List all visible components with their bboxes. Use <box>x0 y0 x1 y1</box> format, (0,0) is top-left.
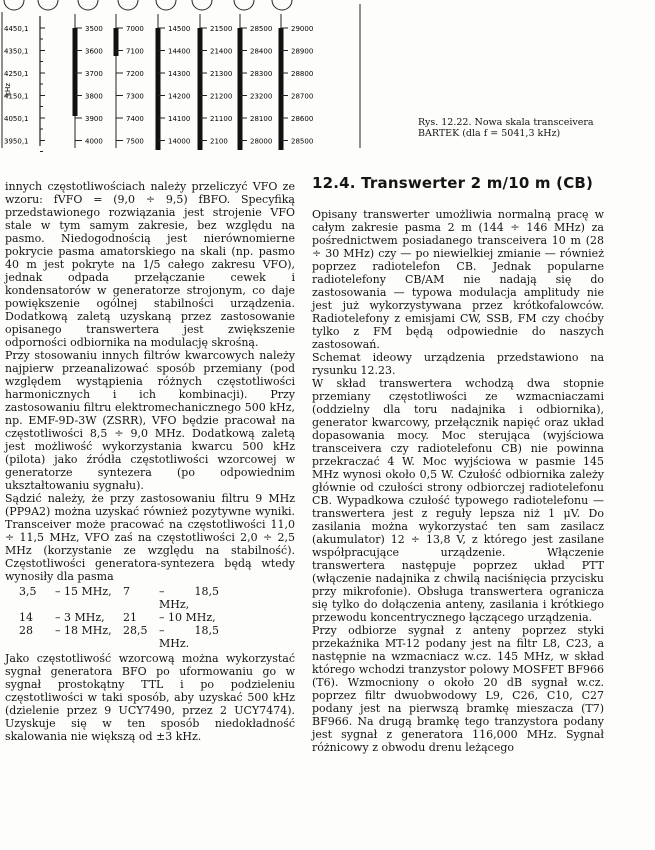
scale-header-arc <box>118 0 138 10</box>
scale-band-bar <box>198 28 203 150</box>
scale-tick-label: 14000 <box>168 137 191 146</box>
frequency-scale-figure <box>0 0 410 152</box>
figure-caption <box>418 117 618 139</box>
scale-tick-label: 28800 <box>291 70 314 78</box>
scale-tick-label: 28000 <box>250 137 273 146</box>
band-freq: – 3 MHz, <box>55 611 105 624</box>
paragraph: Przy stosowaniu innych filtrów kwarcowych należy najpierw przeanalizować sposób przemiany (pod względem wystąpienia różnych częstotliwości harmonicznych i ich kombinacji). Przy zastosowaniu filtru elektromechanicznego 500 kHz, np. EMF-9D-3W (ZSRR), VFO będzie pracował na częstotliwości 8,5 ÷ 9,0 MHz. Dodatkową zaletą jest możliwość wykorzystania kwarcu 500 kHz (pilota) jako źródła częstotliwości wzorcowej w generatorze syntezera (po odpowiednim ukształtowaniu sygnału). <box>5 349 295 492</box>
paragraph: Sądzić należy, że przy zastosowaniu filtru 9 MHz (PP9A2) można uzyskać również pozytywne wyniki. Transceiver może pracować na częstotliwości 11,0 ÷ 11,5 MHz, VFO zaś na częstotliwości 2,0 ÷ 2,5 MHz (korzystanie ze względu na stabilność). Częstotliwości generatora-syntezera będą wtedy wynosiły dla pasma <box>5 492 295 583</box>
section-heading: 12.4. Transwerter 2 m/10 m (CB) <box>312 174 594 192</box>
left-tick-label: 4050,1 <box>4 115 29 123</box>
paragraph: Schemat ideowy urządzenia przedstawiono na rysunku 12.23. <box>312 351 604 377</box>
left-column <box>5 180 295 743</box>
band-row <box>19 624 295 650</box>
scale-band-bar <box>114 28 119 56</box>
scale-tick-label: 7400 <box>126 115 144 123</box>
scale-tick-label: 28100 <box>250 115 273 123</box>
scale-tick-label: 28700 <box>291 92 314 101</box>
scale-header-arc <box>78 0 98 10</box>
scale-tick-label: 21400 <box>210 47 233 56</box>
left-tick-label: 4350,1 <box>4 47 29 56</box>
band-freq: – 18,5 MHz, <box>159 585 219 611</box>
scale-tick-label: 14300 <box>168 70 191 78</box>
scale-header-arc <box>272 0 292 10</box>
left-tick-label: 4250,1 <box>4 70 29 78</box>
scale-band-bar <box>156 28 161 150</box>
scale-tick-label: 4000 <box>85 137 103 146</box>
scale-tick-label: 14100 <box>168 115 191 123</box>
band: 7 <box>123 585 130 598</box>
scale-tick-label: 14400 <box>168 47 191 56</box>
scale-tick-label: 7500 <box>126 137 144 146</box>
scale-tick-label: 7100 <box>126 47 144 56</box>
paragraph: innych częstotliwościach należy przeliczyć VFO ze wzoru: fVFO = (9,0 ÷ 9,5) fBFO. Specyfiką przedstawionego rozwiązania jest strojenie VFO stale w tym samym zakresie, bez względu na pasmo. Niedogodnością jest nierównomierne pokrycie pasma amatorskiego na skali (np. pasmo 40 m jest pokryte na 1/5 całego zakresu VFO), jednak odpada przełączanie cewek i kondensatorów w generatorze strojonym, co daje powiększenie ogólnej stabilności urządzenia. Dodatkową zaletą uzyskaną przez zastosowanie opisanego transwertera jest zwiększenie odporności odbiornika na modulację skrośną. <box>5 180 295 349</box>
paragraph: W skład transwertera wchodzą dwa stopnie przemiany częstotliwości ze wzmacniaczami (oddzielny dla toru nadajnika i odbiornika), generator kwarcowy, przełącznik napięć oraz układ dopasowania mocy. Moc sterująca (wyjściowa transceivera czy radiotelefonu CB) nie powinna przekraczać 4 W. Moc wyjściowa w pasmie 145 MHz wynosi około 0,5 W. Czułość odbiornika zależy głównie od czułości strony odbiorczej radiotelefonu CB. Wypadkowa czułość typowego radiotelefonu — transwertera jest z reguły lepsza niż 1 μV. Do zasilania można wykorzystać ten sam zasilacz (akumulator) 12 ÷ 13,8 V, z którego jest zasilane współpracujące urządzenie. Włączenie transwertera następuje poprzez układ PTT (włączenie nadajnika z chwilą naciśnięcia przycisku przy mikrofonie). Obsługa transwertera ogranicza się tylko do dołączenia anteny, zasilania i krótkiego przewodu koncentrycznego łączącego urządzenia. <box>312 377 604 624</box>
scale-tick-label: 14200 <box>168 92 191 101</box>
left-tick-label: 3950,1 <box>4 137 29 146</box>
caption-line-1: Rys. 12.22. Nowa skala transceivera <box>418 117 594 128</box>
left-tick-label: 4450,1 <box>4 25 29 33</box>
scale-header-arc <box>192 0 212 10</box>
scale-tick-label: 14500 <box>168 25 191 33</box>
scale-tick-label: 7300 <box>126 92 144 101</box>
band-freq: – 10 MHz, <box>159 611 216 624</box>
scale-tick-label: 28300 <box>250 70 273 78</box>
band: 28,5 <box>123 624 148 637</box>
scale-header-arc <box>38 0 58 10</box>
scale-tick-label: 3600 <box>85 47 103 56</box>
band-row <box>19 585 295 611</box>
scale-band-bar <box>279 28 284 150</box>
scale-tick-label: 28400 <box>250 47 273 56</box>
scale-tick-label: 28500 <box>250 25 273 33</box>
caption-line-2: BARTEK (dla f = 5041,3 kHz) <box>418 128 561 139</box>
scale-tick-label: 21100 <box>210 115 233 123</box>
band-freq: – 15 MHz, <box>55 585 112 598</box>
scale-tick-label: 2100 <box>210 137 228 146</box>
scale-tick-label: 28900 <box>291 47 314 56</box>
band: 28 <box>19 624 33 637</box>
scale-tick-label: 3900 <box>85 115 103 123</box>
band-freq: – 18,5 MHz. <box>159 624 219 650</box>
band: 21 <box>123 611 137 624</box>
axis-unit-label: kHz <box>4 83 12 96</box>
scale-tick-label: 3500 <box>85 25 103 33</box>
scale-tick-label: 21500 <box>210 25 233 33</box>
band-frequency-list <box>19 585 295 650</box>
paragraph: Przy odbiorze sygnał z anteny poprzez styki przekaźnika MT-12 podany jest na filtr L8, C23, a następnie na wzmacniacz w.cz. 145 MHz, w skład którego wchodzi tranzystor polowy MOSFET BF966 (T6). Wzmocniony o około 20 dB sygnał w.cz. poprzez filtr dwuobwodowy L9, C26, C10, C27 podany jest na pierwszą bramkę mieszacza (T7) BF966. Na drugą bramkę tego tranzystora podany jest sygnał z generatora 116,000 MHz. Sygnał różnicowy z obwodu drenu leżącego <box>312 624 604 754</box>
scale-header-arc <box>234 0 254 10</box>
scale-tick-label: 7000 <box>126 25 144 33</box>
paragraph: Opisany transwerter umożliwia normalną pracę w całym zakresie pasma 2 m (144 ÷ 146 MHz) za pośrednictwem posiadanego transceivera 10 m (28 ÷ 30 MHz) czy — po niewielkiej zmianie — również poprzez radiotelefon CB. Jednak popularne radiotelefony CB/AM nie nadają się do zastosowania — typowa modulacja amplitudy nie jest już wykorzystywana przez krótkofalowców. Radiotelefony z emisjami CW, SSB, FM czy choćby tylko z FM będą odpowiednie do naszych zastosowań. <box>312 208 604 351</box>
right-column <box>312 208 604 754</box>
scale-tick-label: 7200 <box>126 70 144 78</box>
paragraph: Jako częstotliwość wzorcową można wykorzystać sygnał generatora BFO po uformowaniu go w sygnał prostokątny TTL i po podzieleniu częstotliwości w taki sposób, aby uzyskać 500 kHz (dzielenie przez 9 UCY7490, przez 2 UCY7474). Uzyskuje się w ten sposób niedokładność skalowania nie większą od ±3 kHz. <box>5 652 295 743</box>
scale-tick-label: 28500 <box>291 137 314 146</box>
scale-tick-label: 21300 <box>210 70 233 78</box>
scale-tick-label: 3800 <box>85 92 103 101</box>
scale-drawing <box>0 0 410 152</box>
band: 14 <box>19 611 33 624</box>
band-freq: – 18 MHz, <box>55 624 112 637</box>
scale-band-bar <box>238 28 243 150</box>
band-row <box>19 611 295 624</box>
band: 3,5 <box>19 585 37 598</box>
scale-tick-label: 3700 <box>85 70 103 78</box>
scale-tick-label: 21200 <box>210 92 233 101</box>
left-tick-label: 4150,1 <box>4 92 29 101</box>
scale-band-bar <box>73 28 78 116</box>
scale-header-arc <box>156 0 176 10</box>
scale-header-arc <box>4 0 24 10</box>
scale-tick-label: 23200 <box>250 92 273 101</box>
scale-tick-label: 29000 <box>291 25 314 33</box>
scale-tick-label: 28600 <box>291 115 314 123</box>
